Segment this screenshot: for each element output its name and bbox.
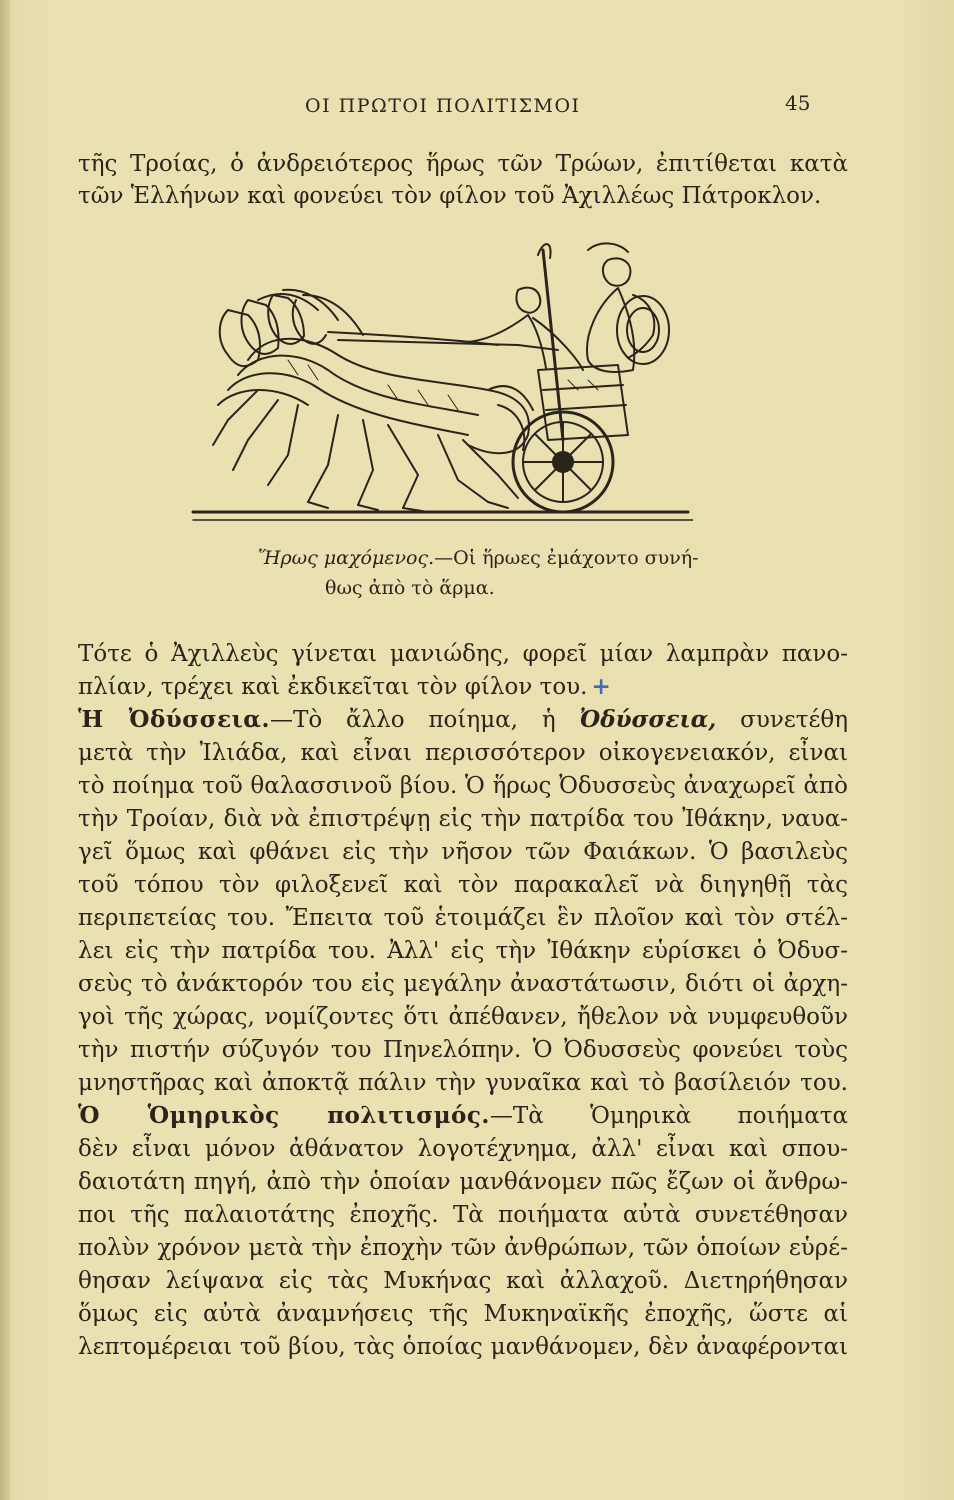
text-line: ὅμως εἰς αὐτὰ ἀναμνήσεις τῆς Μυκηναϊκῆς ἐποχῆς, ὥστε αἱ <box>78 1301 848 1327</box>
figure-caption-line2: θως ἀπὸ τὸ ἅρμα. <box>325 577 495 599</box>
text-line: γεῖ ὅμως καὶ φθάνει εἰς τὴν νῆσον τῶν Φαιάκων. Ὁ βασιλεὺς <box>78 839 848 865</box>
text-line: ποι τῆς παλαιοτάτης ἐποχῆς. Τὰ ποιήματα αὐτὰ συνετέθησαν <box>78 1202 848 1228</box>
text-line: μετὰ τὴν Ἰλιάδα, καὶ εἶναι περισσότερον οἰκογενειακόν, εἶναι <box>78 740 848 766</box>
running-title: ΟΙ ΠΡΩΤΟΙ ΠΟΛΙΤΙΣΜΟΙ <box>305 95 581 117</box>
section-heading-homeric: Ὁ Ὁμηρικὸς πολιτισμός. <box>78 1102 490 1129</box>
margin-mark: + <box>591 673 611 700</box>
text-fragment: —Τὸ ἄλλο ποίημα, ἡ <box>269 707 556 733</box>
chariot-illustration-icon <box>188 240 693 532</box>
page-number: 45 <box>785 91 811 115</box>
caption-rest: —Οἱ ἥρωες ἐμάχοντο συνή- <box>434 547 699 569</box>
text-line: μνηστῆρας καὶ ἀποκτᾷ πάλιν τὴν γυναῖκα καὶ τὸ βασίλειόν του. <box>78 1070 848 1096</box>
figure-caption <box>258 544 728 572</box>
title-odyssey: Ὀδύσσεια, <box>579 706 717 733</box>
section-heading-odyssey: Ἡ Ὀδύσσεια. <box>78 706 270 733</box>
text-line: τὴν Τροίαν, διὰ νὰ ἐπιστρέψῃ εἰς τὴν πατρίδα του Ἰθάκην, ναυα- <box>78 806 848 832</box>
text-fragment: —Τὰ Ὁμηρικὰ ποιήματα <box>489 1103 848 1129</box>
odyssey-heading-line <box>78 704 848 736</box>
text-line: σεὺς τὸ ἀνάκτορόν του εἰς μεγάλην ἀναστάτωσιν, διότι οἱ ἀρχη- <box>78 971 848 997</box>
text-line: λει εἰς τὴν πατρίδα του. Ἀλλ' εἰς τὴν Ἰθάκην εὑρίσκει ὁ Ὀδυσ- <box>78 938 848 964</box>
text-line: περιπετείας του. Ἔπειτα τοῦ ἑτοιμάζει ἓν πλοῖον καὶ τὸν στέλ- <box>78 905 848 931</box>
text-line: Τότε ὁ Ἀχιλλεὺς γίνεται μανιώδης, φορεῖ μίαν λαμπρὰν πανο- <box>78 641 848 667</box>
text-line <box>78 671 848 703</box>
text-fragment: συνετέθη <box>740 707 849 733</box>
text-line: γοὶ τῆς χώρας, νομίζοντες ὅτι ἀπέθανεν, ἤθελον νὰ νυμφευθοῦν <box>78 1004 848 1030</box>
text-line: θησαν λείψανα εἰς τὰς Μυκήνας καὶ ἀλλαχοῦ. Διετηρήθησαν <box>78 1268 848 1294</box>
text-line: δαιοτάτη πηγή, ἀπὸ τὴν ὁποίαν μανθάνομεν πῶς ἔζων οἱ ἄνθρω- <box>78 1169 848 1195</box>
text-line: τὸ ποίημα τοῦ θαλασσινοῦ βίου. Ὁ ἥρως Ὀδυσσεὺς ἀναχωρεῖ ἀπὸ <box>78 773 848 799</box>
chariot-illustration <box>188 240 693 532</box>
caption-italic: Ἥρως μαχόμενος. <box>258 547 435 569</box>
text-line: τοῦ τόπου τὸν φιλοξενεῖ καὶ τὸν παρακαλεῖ νὰ διηγηθῇ τὰς <box>78 872 848 898</box>
homeric-heading-line <box>78 1100 848 1132</box>
text-line-content: πλίαν, τρέχει καὶ ἐκδικεῖται τὸν φίλον του. <box>78 674 588 700</box>
text-line: δὲν εἶναι μόνον ἀθάνατον λογοτέχνημα, ἀλλ' εἶναι καὶ σπου- <box>78 1136 848 1162</box>
text-line: τῆς Τροίας, ὁ ἀνδρειότερος ἥρως τῶν Τρώων, ἐπιτίθεται κατὰ <box>78 151 848 177</box>
text-line: τὴν πιστήν σύζυγόν του Πηνελόπην. Ὁ Ὀδυσσεὺς φονεύει τοὺς <box>78 1037 848 1063</box>
book-spine-shadow <box>0 0 10 1500</box>
text-line: τῶν Ἑλλήνων καὶ φονεύει τὸν φίλον τοῦ Ἀχιλλέως Πάτροκλον. <box>78 183 822 209</box>
text-line: πολὺν χρόνον μετὰ τὴν ἐποχὴν τῶν ἀνθρώπων, τῶν ὁποίων εὑρέ- <box>78 1235 848 1261</box>
text-line: λεπτομέρειαι τοῦ βίου, τὰς ὁποίας μανθάνομεν, δὲν ἀναφέρονται <box>78 1334 848 1360</box>
page-header <box>0 91 954 125</box>
